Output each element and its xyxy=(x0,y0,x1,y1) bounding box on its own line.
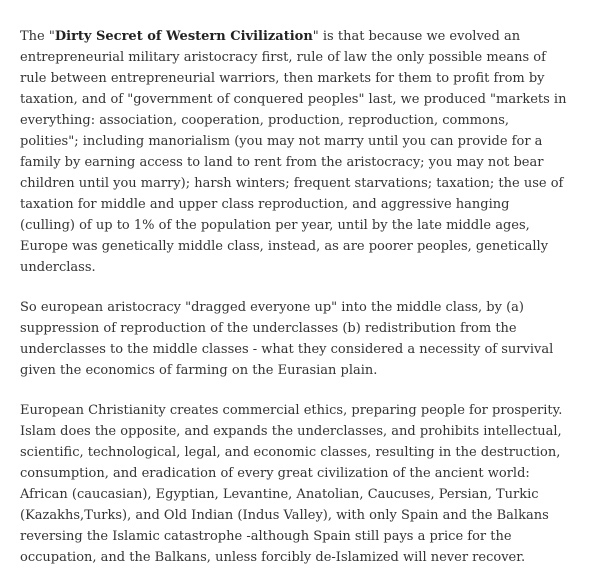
paragraph-rest: " is that because we evolved an entrepreneurial military aristocracy first, rule of law the only possible means of rule between entrepreneurial warriors, then markets for them to profit from by taxation, and of "government of conquered peoples" last, we produced "markets in everything: association, cooperation, production, reproduction, commons, polities"; including manorialism (you may not marry until you can provide for a family by earning access to land to rent from the aristocracy; you may not bear children until you marry); harsh winters; frequent starvations; taxation; the use of taxation for middle and upper class reproduction, and aggressive hanging (culling) of up to 1% of the population per year, until by the late middle ages, Europe was genetically middle class, instead, as are poorer peoples, genetically underclass. xyxy=(20,29,567,275)
paragraph-dirty-secret xyxy=(20,26,568,278)
paragraph-christianity-islam: European Christianity creates commercial ethics, preparing people for prosperity. Islam does the opposite, and expands the underclasses, and prohibits intellectual, scientific, technological, legal, and economic classes, resulting in the destruction, consumption, and eradication of every great civilization of the ancient world: African (caucasian), Egyptian, Levantine, Anatolian, Caucuses, Persian, Turkic (Kazakhs,Turks), and Old Indian (Indus Valley), with only Spain and the Balkans reversing the Islamic catastrophe -although Spain still pays a price for the occupation, and the Balkans, unless forcibly de-Islamized will never recover. xyxy=(20,403,563,565)
article-body xyxy=(20,26,568,587)
paragraph-aristocracy: So european aristocracy "dragged everyone up" into the middle class, by (a) suppression of reproduction of the underclasses (b) redistribution from the underclasses to the middle classes - what they considered a necessity of survival given the economics of farming on the Eurasian plain. xyxy=(20,300,554,378)
dirty-secret-emphasis: Dirty Secret of Western Civilization xyxy=(54,29,313,44)
paragraph-lead: The " xyxy=(20,29,55,44)
